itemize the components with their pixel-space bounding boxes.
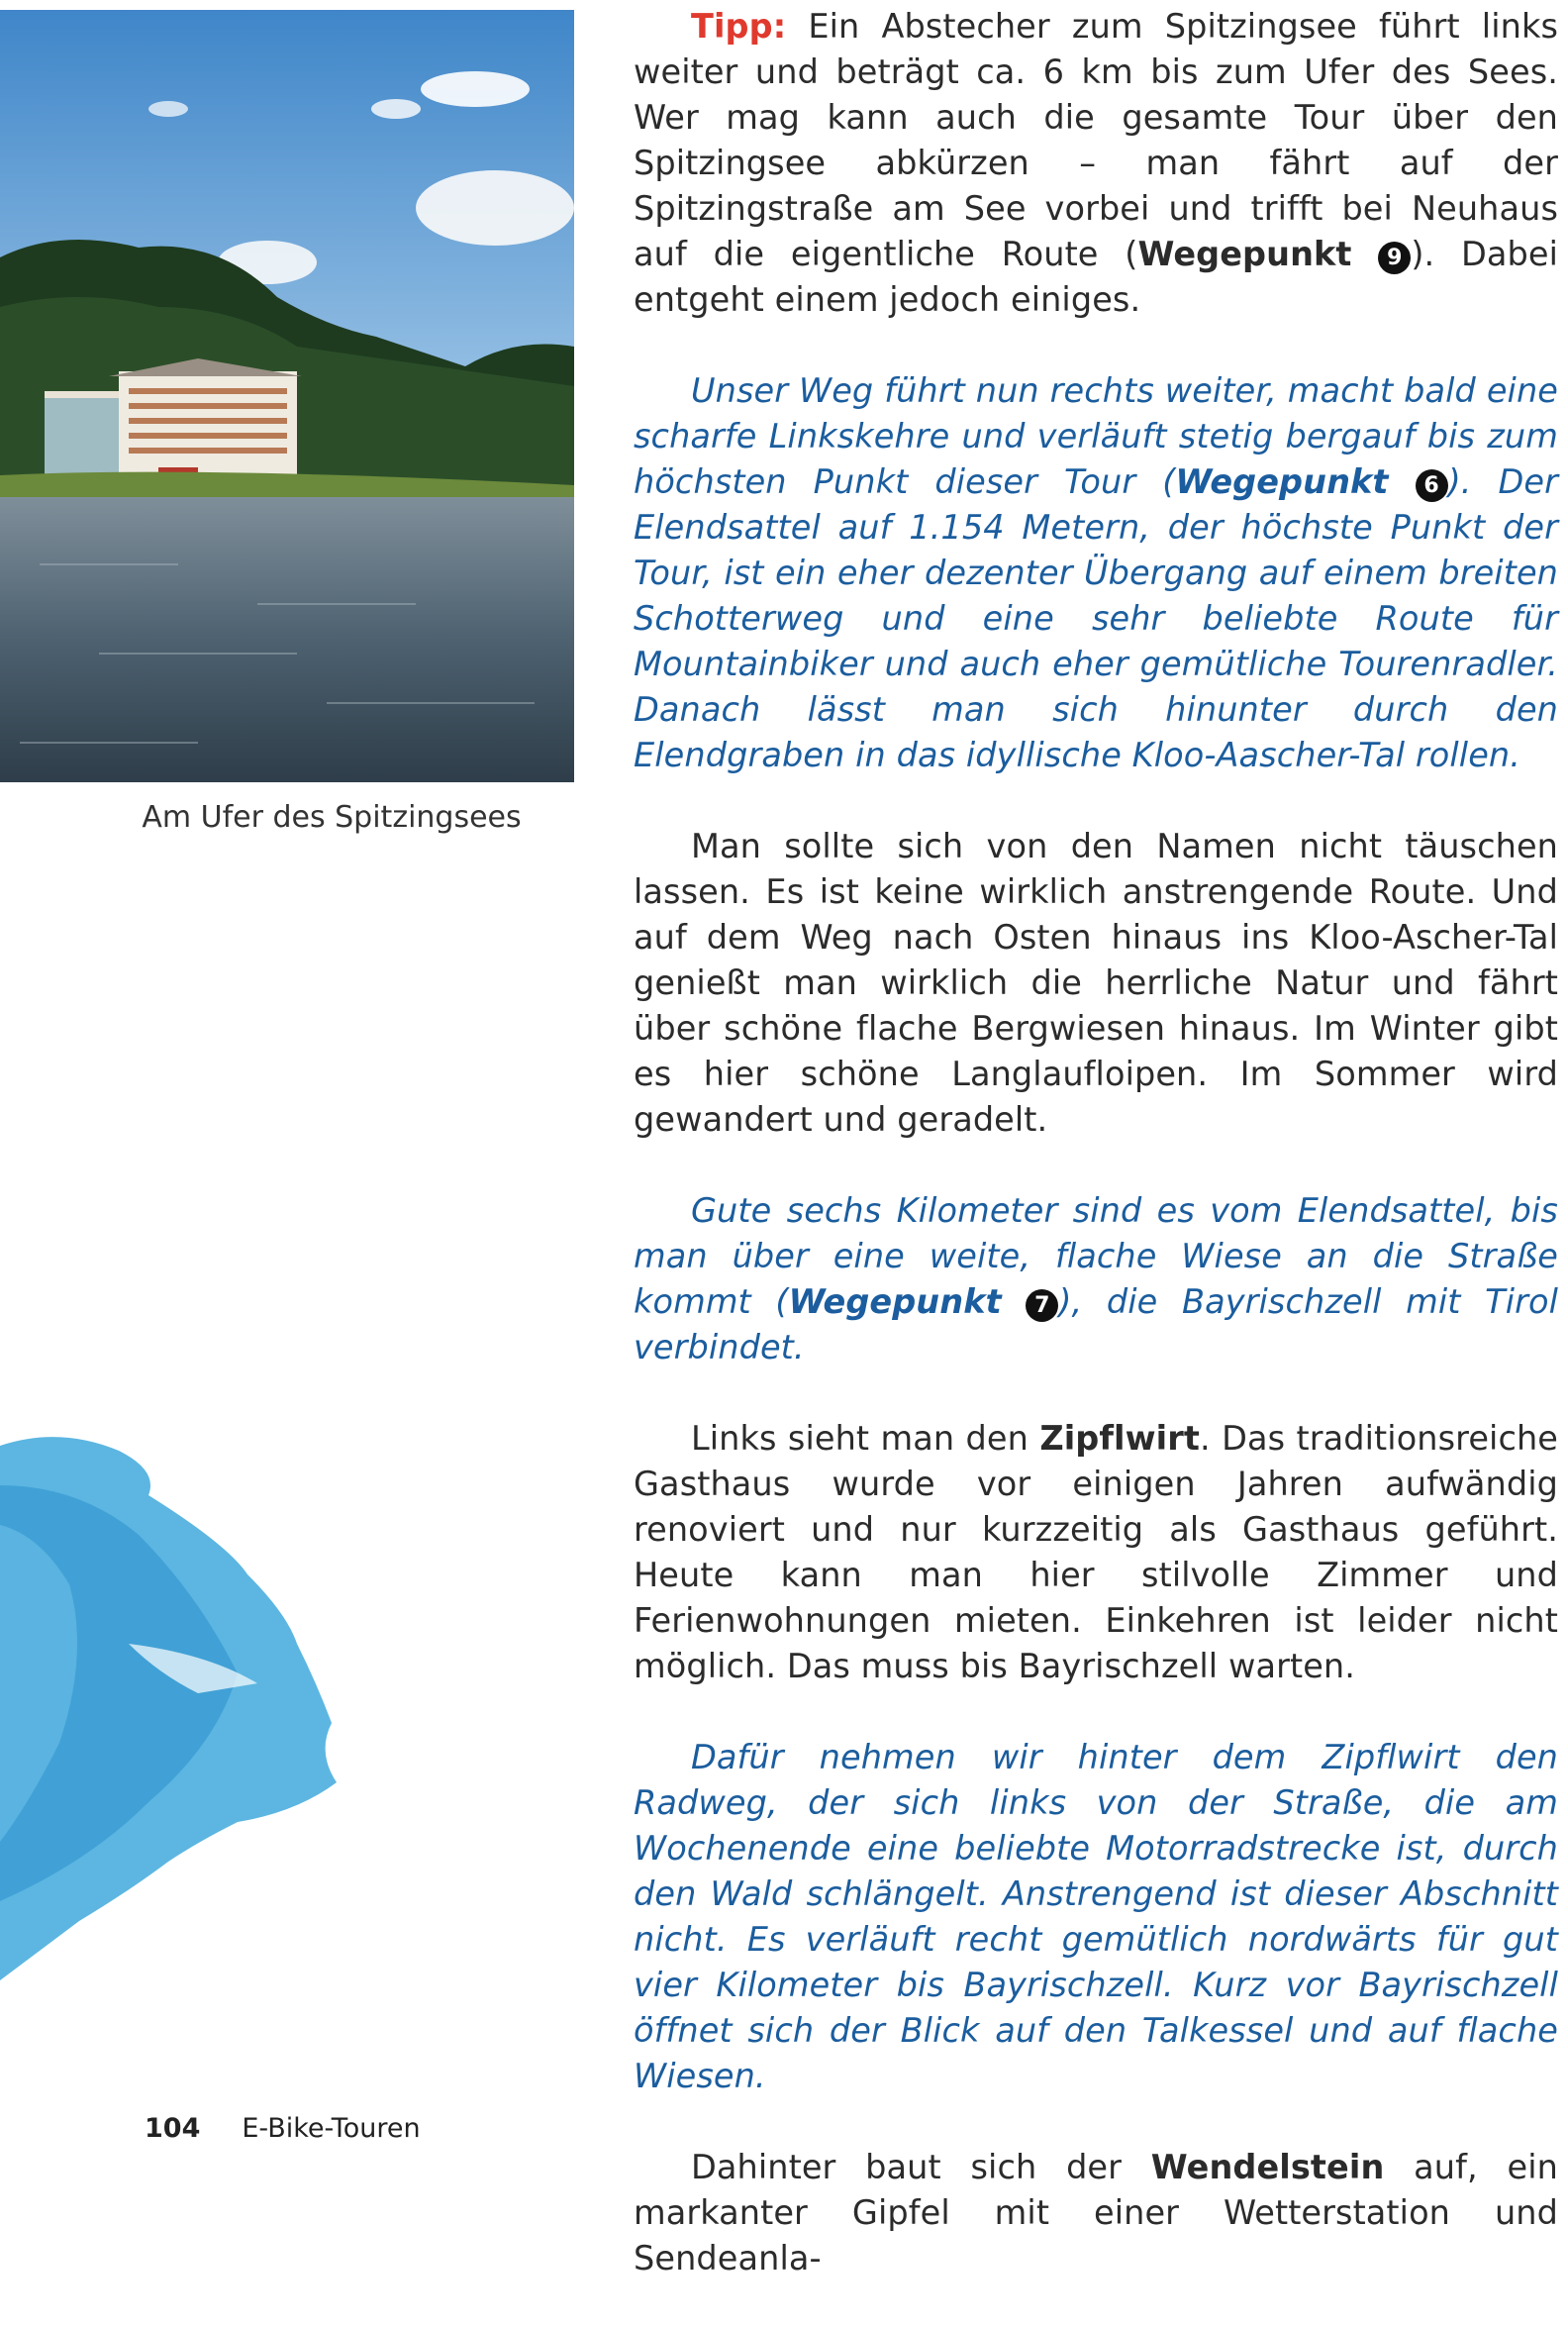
body-text-column <box>634 4 1558 2327</box>
body-text-start: Dahinter baut sich der <box>691 2148 1151 2186</box>
body-text-end: auf, ein markanter Gipfel mit einer Wetterstation und Sendeanla- <box>634 2148 1558 2277</box>
route-paragraph <box>634 368 1558 778</box>
waypoint-number-badge: 6 <box>1416 469 1448 502</box>
route-text-start: Gute sechs Kilometer sind es vom Elendsattel, bis man über eine weite, flache Wiese an die Straße kommt ( <box>634 1191 1558 1321</box>
page-footer <box>145 2113 421 2144</box>
route-text-end: ), die Bayrischzell mit Tirol verbindet. <box>634 1282 1559 1366</box>
section-title: E-Bike-Touren <box>242 2113 421 2144</box>
lake-photo-illustration <box>0 10 574 782</box>
body-text-end: . Das traditionsreiche Gasthaus wurde vor einigen Jahren aufwändig renoviert und nur kurzzeitig als Gasthaus geführt. Heute kann man hier stilvolle Zimmer und Ferienwohnungen mieten. Einkehren ist leider nicht möglich. Das muss bis Bayrischzell warten. <box>634 1419 1559 1685</box>
tipp-text-end: ). Dabei entgeht einem jedoch einiges. <box>634 235 1559 319</box>
page-number: 104 <box>145 2113 201 2144</box>
place-name-bold: Zipflwirt <box>1039 1419 1201 1458</box>
waypoint-number-badge: 9 <box>1378 242 1411 274</box>
body-text-start: Links sieht man den <box>691 1419 1040 1458</box>
waypoint-label: Wegepunkt <box>1137 235 1352 273</box>
route-paragraph <box>634 1188 1558 1370</box>
route-text-end: ). Der Elendsattel auf 1.154 Metern, der höchste Punkt der Tour, ist ein eher dezenter Übergang auf einem breiten Schotterweg und eine sehr beliebte Route für Mountainbiker und auch eher gemütliche Tourenradler. Danach lässt man sich hinunter durch den Elendgraben in das idyllische Kloo-Aascher-Tal rollen. <box>634 462 1558 774</box>
lake-photo <box>0 10 574 782</box>
waypoint-label: Wegepunkt <box>1175 462 1389 501</box>
waypoint-label: Wegepunkt <box>788 1282 1002 1321</box>
tipp-text-start: Ein Abstecher zum Spitzingsee führt links weiter und beträgt ca. 6 km bis zum Ufer des Sees. Wer mag kann auch die gesamte Tour über den Spitzingsee abkürzen – man fährt auf der Spitzingstraße am See vorbei und trifft bei Neuhaus auf die eigentliche Route ( <box>634 7 1558 273</box>
waypoint-number-badge: 7 <box>1026 1289 1058 1322</box>
route-text-start: Unser Weg führt nun rechts weiter, macht bald eine scharfe Linkskehre und verläuft stetig bergauf bis zum höchsten Punkt dieser Tour ( <box>634 371 1558 501</box>
body-paragraph <box>634 1416 1558 1689</box>
route-paragraph: Dafür nehmen wir hinter dem Zipflwirt den Radweg, der sich links von der Straße, die am Wochenende eine beliebte Motorradstrecke ist, durch den Wald schlängelt. Anstrengend ist dieser Abschnitt nicht. Es verläuft recht gemütlich nordwärts für gut vier Kilometer bis Bayrischzell. Kurz vor Bayrischzell öffnet sich der Blick auf den Talkessel und auf flache Wiesen. <box>634 1738 1558 2095</box>
photo-caption: Am Ufer des Spitzingsees <box>142 800 522 835</box>
place-name-bold: Wendelstein <box>1150 2148 1385 2186</box>
tipp-label: Tipp: <box>691 7 787 46</box>
watercolor-decoration <box>0 1426 465 1990</box>
body-paragraph <box>634 2145 1558 2281</box>
body-paragraph: Man sollte sich von den Namen nicht täuschen lassen. Es ist keine wirklich anstrengende Route. Und auf dem Weg nach Osten hinaus ins Kloo-Ascher-Tal genießt man wirklich die herrliche Natur und fährt über schöne flache Bergwiesen hinaus. Im Winter gibt es hier schöne Langlaufloipen. Im Sommer wird gewandert und geradelt. <box>634 827 1558 1139</box>
tipp-paragraph <box>634 4 1558 323</box>
